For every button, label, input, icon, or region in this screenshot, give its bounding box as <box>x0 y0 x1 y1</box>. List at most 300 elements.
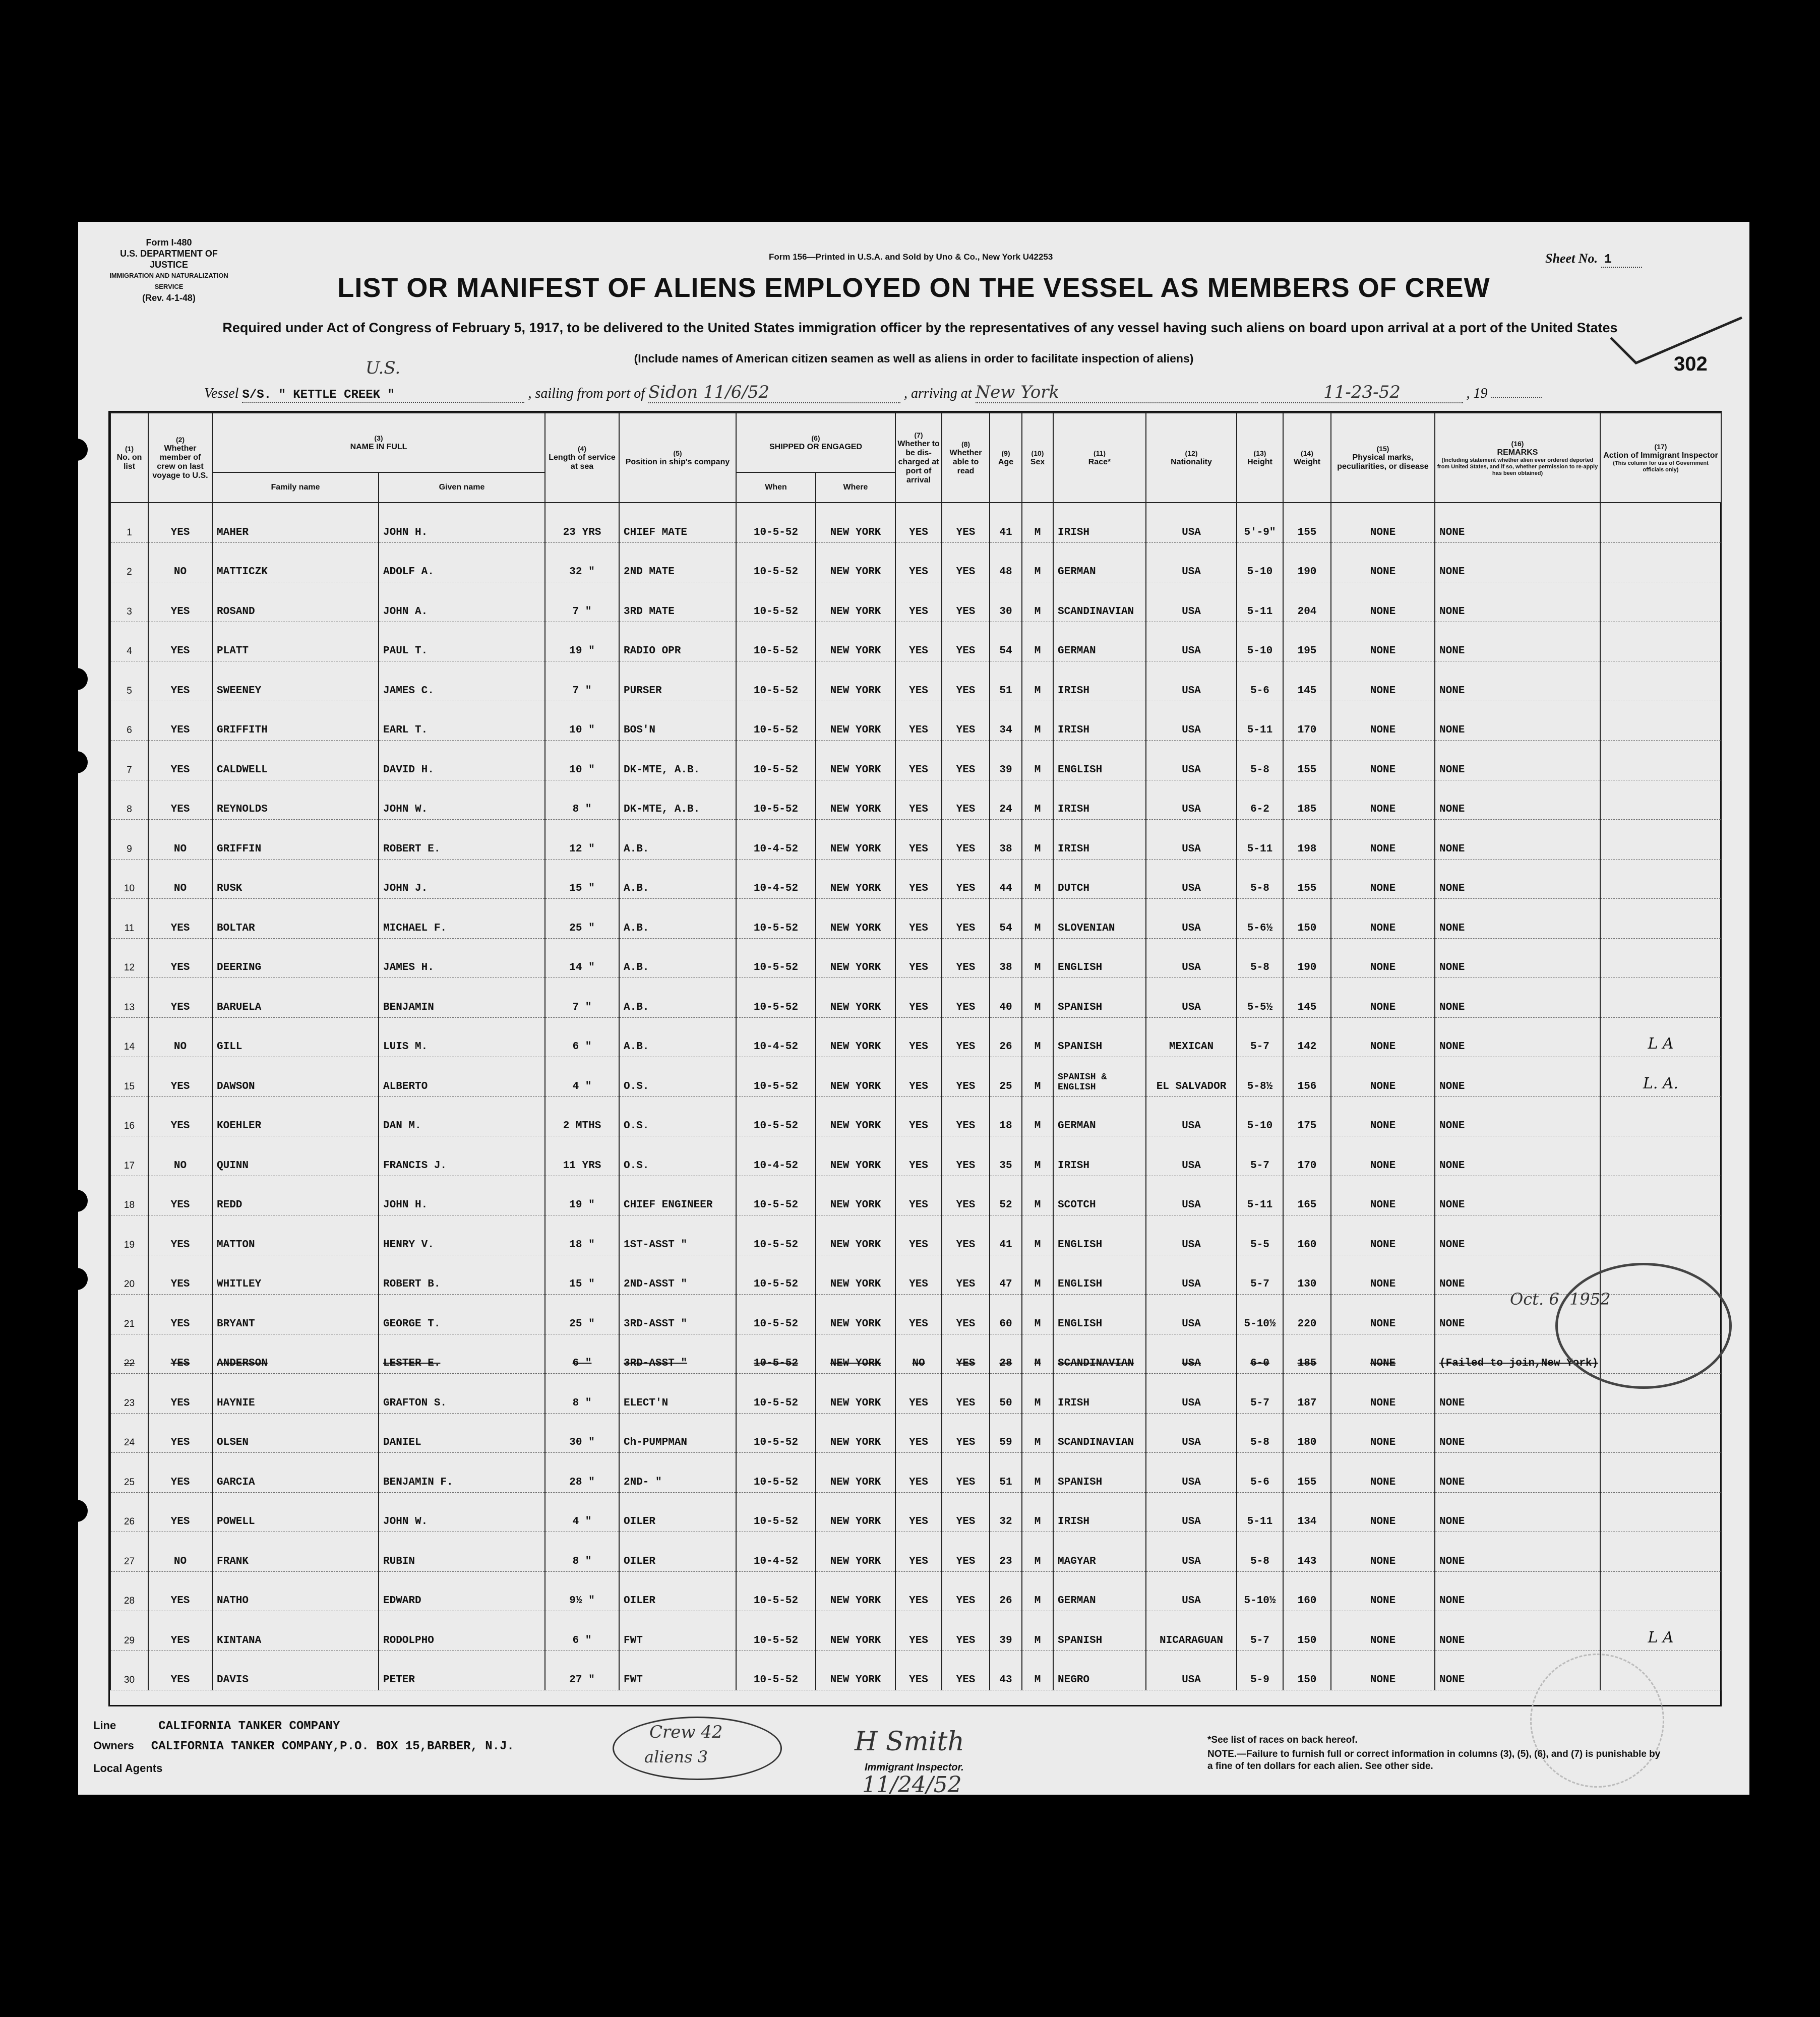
row-race: IRISH <box>1053 1374 1146 1414</box>
row-sex: M <box>1022 1096 1053 1136</box>
row-weight: 175 <box>1283 1096 1331 1136</box>
row-number: 8 <box>110 780 148 820</box>
row-action <box>1600 820 1721 860</box>
row-physical: NONE <box>1331 859 1435 899</box>
row-where: NEW YORK <box>816 1571 895 1611</box>
row-position: PURSER <box>619 661 736 701</box>
form-id-line: IMMIGRATION AND NATURALIZATION SERVICE <box>109 272 228 290</box>
row-family-name: HAYNIE <box>212 1374 379 1414</box>
row-sex: M <box>1022 1532 1053 1572</box>
row-discharged: YES <box>895 820 942 860</box>
row-position: A.B. <box>619 899 736 939</box>
row-crew: YES <box>148 503 212 542</box>
row-where: NEW YORK <box>816 1492 895 1532</box>
printer-note: Form 156—Printed in U.S.A. and Sold by Uno & Co., New York U42253 <box>769 252 1053 262</box>
row-physical: NONE <box>1331 1176 1435 1215</box>
row-age: 23 <box>990 1532 1022 1572</box>
row-weight: 170 <box>1283 1136 1331 1176</box>
row-action <box>1600 1176 1721 1215</box>
row-where: NEW YORK <box>816 780 895 820</box>
col-header-nationality: (12) Nationality <box>1146 413 1237 503</box>
row-given-name: FRANCIS J. <box>379 1136 545 1176</box>
row-age: 52 <box>990 1176 1022 1215</box>
row-physical: NONE <box>1331 741 1435 780</box>
row-family-name: BRYANT <box>212 1295 379 1334</box>
row-position: A.B. <box>619 978 736 1018</box>
row-crew: YES <box>148 1096 212 1136</box>
row-where: NEW YORK <box>816 899 895 939</box>
form-id-line: (Rev. 4-1-48) <box>142 293 196 303</box>
row-where: NEW YORK <box>816 1136 895 1176</box>
row-position: OILER <box>619 1492 736 1532</box>
row-position: O.S. <box>619 1057 736 1097</box>
row-when: 10-4-52 <box>736 1532 816 1572</box>
row-when: 10-5-52 <box>736 1374 816 1414</box>
row-when: 10-5-52 <box>736 978 816 1018</box>
row-age: 59 <box>990 1413 1022 1453</box>
row-family-name: KOEHLER <box>212 1096 379 1136</box>
table-row <box>110 1295 1721 1334</box>
row-service: 27 " <box>545 1651 619 1690</box>
row-position: A.B. <box>619 820 736 860</box>
row-physical: NONE <box>1331 503 1435 542</box>
row-remarks: NONE <box>1435 859 1600 899</box>
row-when: 10-5-52 <box>736 1611 816 1651</box>
row-age: 41 <box>990 1215 1022 1255</box>
row-remarks: NONE <box>1435 1017 1600 1057</box>
row-crew: YES <box>148 582 212 622</box>
row-discharged: YES <box>895 1136 942 1176</box>
row-where: NEW YORK <box>816 1255 895 1295</box>
row-action <box>1600 1453 1721 1493</box>
row-remarks: NONE <box>1435 780 1600 820</box>
row-number: 25 <box>110 1453 148 1493</box>
table-row <box>110 1532 1721 1572</box>
row-remarks: NONE <box>1435 1057 1600 1097</box>
row-physical: NONE <box>1331 820 1435 860</box>
row-age: 30 <box>990 582 1022 622</box>
col-header-shipped: (6) SHIPPED OR ENGAGED <box>736 413 895 472</box>
row-family-name: GRIFFITH <box>212 701 379 741</box>
row-weight: 155 <box>1283 1453 1331 1493</box>
row-nationality: USA <box>1146 741 1237 780</box>
row-nationality: USA <box>1146 820 1237 860</box>
row-race: GERMAN <box>1053 1096 1146 1136</box>
row-position: RADIO OPR <box>619 622 736 661</box>
row-age: 28 <box>990 1334 1022 1374</box>
row-weight: 165 <box>1283 1176 1331 1215</box>
row-height: 5-10 <box>1237 1096 1283 1136</box>
row-sex: M <box>1022 780 1053 820</box>
row-given-name: JOHN A. <box>379 582 545 622</box>
row-family-name: FRANK <box>212 1532 379 1572</box>
row-weight: 155 <box>1283 859 1331 899</box>
row-weight: 190 <box>1283 542 1331 582</box>
row-weight: 150 <box>1283 1651 1331 1690</box>
row-crew: YES <box>148 1255 212 1295</box>
row-given-name: DAN M. <box>379 1096 545 1136</box>
row-physical: NONE <box>1331 661 1435 701</box>
row-crew: YES <box>148 1374 212 1414</box>
row-height: 5-11 <box>1237 701 1283 741</box>
row-age: 54 <box>990 899 1022 939</box>
row-number: 4 <box>110 622 148 661</box>
row-crew: YES <box>148 741 212 780</box>
row-service: 11 YRS <box>545 1136 619 1176</box>
row-where: NEW YORK <box>816 1295 895 1334</box>
row-physical: NONE <box>1331 978 1435 1018</box>
year-label: , 19 <box>1466 386 1488 401</box>
row-physical: NONE <box>1331 1453 1435 1493</box>
row-race: SPANISH <box>1053 1453 1146 1493</box>
row-given-name: BENJAMIN <box>379 978 545 1018</box>
col-header-remarks: (16) REMARKS (Including statement whether alien ever ordered deported from United States, and if so, whether permission to re-apply has been obtained) <box>1435 413 1600 503</box>
row-given-name: JOHN W. <box>379 780 545 820</box>
row-race: ENGLISH <box>1053 1255 1146 1295</box>
row-read: YES <box>942 859 990 899</box>
row-age: 54 <box>990 622 1022 661</box>
row-read: YES <box>942 542 990 582</box>
row-where: NEW YORK <box>816 1176 895 1215</box>
row-given-name: ADOLF A. <box>379 542 545 582</box>
inspector-signature: H Smith <box>855 1727 964 1757</box>
table-row <box>110 780 1721 820</box>
row-given-name: JOHN H. <box>379 1176 545 1215</box>
row-position: 2ND MATE <box>619 542 736 582</box>
row-weight: 187 <box>1283 1374 1331 1414</box>
row-number: 7 <box>110 741 148 780</box>
row-physical: NONE <box>1331 1334 1435 1374</box>
row-remarks: NONE <box>1435 1453 1600 1493</box>
row-number: 3 <box>110 582 148 622</box>
col-header-when: When <box>736 472 816 503</box>
row-given-name: DAVID H. <box>379 741 545 780</box>
row-service: 28 " <box>545 1453 619 1493</box>
table-row <box>110 899 1721 939</box>
row-physical: NONE <box>1331 938 1435 978</box>
row-where: NEW YORK <box>816 1057 895 1097</box>
row-action <box>1600 1136 1721 1176</box>
table-row <box>110 1611 1721 1651</box>
row-nationality: USA <box>1146 1413 1237 1453</box>
row-where: NEW YORK <box>816 820 895 860</box>
row-race: IRISH <box>1053 780 1146 820</box>
row-where: NEW YORK <box>816 542 895 582</box>
table-row <box>110 1453 1721 1493</box>
row-given-name: RODOLPHO <box>379 1611 545 1651</box>
row-position: O.S. <box>619 1136 736 1176</box>
row-family-name: MATTON <box>212 1215 379 1255</box>
row-number: 12 <box>110 938 148 978</box>
row-family-name: GILL <box>212 1017 379 1057</box>
row-number: 15 <box>110 1057 148 1097</box>
oct-date-annotation: Oct. 6, 1952 <box>1510 1290 1611 1309</box>
row-crew: YES <box>148 1057 212 1097</box>
row-service: 15 " <box>545 859 619 899</box>
row-position: FWT <box>619 1611 736 1651</box>
row-nationality: USA <box>1146 1136 1237 1176</box>
row-remarks: NONE <box>1435 1215 1600 1255</box>
row-action <box>1600 661 1721 701</box>
row-race: IRISH <box>1053 820 1146 860</box>
row-race: SCOTCH <box>1053 1176 1146 1215</box>
row-remarks: NONE <box>1435 622 1600 661</box>
arrival-date: 11-23-52 <box>1323 382 1401 402</box>
table-row <box>110 1571 1721 1611</box>
row-race: IRISH <box>1053 661 1146 701</box>
row-age: 43 <box>990 1651 1022 1690</box>
row-read: YES <box>942 1096 990 1136</box>
row-remarks: NONE <box>1435 741 1600 780</box>
row-when: 10-5-52 <box>736 1096 816 1136</box>
row-height: 5-6 <box>1237 1453 1283 1493</box>
row-sex: M <box>1022 1413 1053 1453</box>
row-given-name: LESTER E. <box>379 1334 545 1374</box>
row-number: 11 <box>110 899 148 939</box>
row-read: YES <box>942 582 990 622</box>
col-header-family: Family name <box>212 472 379 503</box>
row-family-name: DEERING <box>212 938 379 978</box>
table-row <box>110 701 1721 741</box>
row-given-name: JOHN W. <box>379 1492 545 1532</box>
row-sex: M <box>1022 503 1053 542</box>
row-given-name: ALBERTO <box>379 1057 545 1097</box>
row-physical: NONE <box>1331 1651 1435 1690</box>
binder-hole <box>66 1268 88 1290</box>
row-physical: NONE <box>1331 622 1435 661</box>
row-height: 5-5 <box>1237 1215 1283 1255</box>
row-sex: M <box>1022 1651 1053 1690</box>
row-number: 22 <box>110 1334 148 1374</box>
row-when: 10-5-52 <box>736 1413 816 1453</box>
sailing-port-field <box>648 382 900 403</box>
row-weight: 155 <box>1283 503 1331 542</box>
row-when: 10-5-52 <box>736 701 816 741</box>
row-action <box>1600 622 1721 661</box>
row-age: 39 <box>990 741 1022 780</box>
row-race: IRISH <box>1053 1136 1146 1176</box>
row-remarks: NONE <box>1435 978 1600 1018</box>
row-family-name: GRIFFIN <box>212 820 379 860</box>
row-age: 40 <box>990 978 1022 1018</box>
table-row <box>110 1215 1721 1255</box>
row-crew: NO <box>148 1136 212 1176</box>
inspector-label: Immigrant Inspector. <box>865 1762 964 1773</box>
row-crew: YES <box>148 978 212 1018</box>
crew-count-oval <box>613 1717 782 1780</box>
row-sex: M <box>1022 859 1053 899</box>
row-discharged: YES <box>895 1571 942 1611</box>
row-nationality: USA <box>1146 1374 1237 1414</box>
row-number: 5 <box>110 661 148 701</box>
row-remarks: NONE <box>1435 1176 1600 1215</box>
row-nationality: USA <box>1146 938 1237 978</box>
row-where: NEW YORK <box>816 622 895 661</box>
row-read: YES <box>942 1017 990 1057</box>
row-crew: YES <box>148 1611 212 1651</box>
row-physical: NONE <box>1331 1255 1435 1295</box>
row-when: 10-5-52 <box>736 938 816 978</box>
row-crew: NO <box>148 859 212 899</box>
row-physical: NONE <box>1331 582 1435 622</box>
row-discharged: YES <box>895 1096 942 1136</box>
row-given-name: RUBIN <box>379 1532 545 1572</box>
row-position: 2ND-ASST " <box>619 1255 736 1295</box>
row-given-name: JOHN H. <box>379 503 545 542</box>
row-height: 5-9 <box>1237 1651 1283 1690</box>
page-number: 302 <box>1674 353 1708 375</box>
row-family-name: NATHO <box>212 1571 379 1611</box>
table-row <box>110 661 1721 701</box>
row-race: SCANDINAVIAN <box>1053 1334 1146 1374</box>
row-physical: NONE <box>1331 1374 1435 1414</box>
row-age: 60 <box>990 1295 1022 1334</box>
table-row <box>110 978 1721 1018</box>
row-family-name: ROSAND <box>212 582 379 622</box>
row-given-name: JAMES H. <box>379 938 545 978</box>
row-given-name: HENRY V. <box>379 1215 545 1255</box>
row-family-name: REDD <box>212 1176 379 1215</box>
row-read: YES <box>942 978 990 1018</box>
row-where: NEW YORK <box>816 1413 895 1453</box>
row-age: 50 <box>990 1374 1022 1414</box>
row-service: 8 " <box>545 1532 619 1572</box>
row-height: 5-6½ <box>1237 899 1283 939</box>
row-sex: M <box>1022 1215 1053 1255</box>
row-when: 10-4-52 <box>736 1136 816 1176</box>
row-discharged: YES <box>895 622 942 661</box>
row-when: 10-5-52 <box>736 1571 816 1611</box>
row-physical: NONE <box>1331 780 1435 820</box>
sheet-number-label: Sheet No. <box>1545 251 1598 266</box>
row-weight: 143 <box>1283 1532 1331 1572</box>
row-given-name: ROBERT B. <box>379 1255 545 1295</box>
row-nationality: USA <box>1146 1571 1237 1611</box>
table-row <box>110 1374 1721 1414</box>
row-discharged: YES <box>895 1611 942 1651</box>
row-sex: M <box>1022 1374 1053 1414</box>
row-read: YES <box>942 1334 990 1374</box>
row-where: NEW YORK <box>816 701 895 741</box>
row-nationality: USA <box>1146 661 1237 701</box>
row-action <box>1600 542 1721 582</box>
row-position: ELECT'N <box>619 1374 736 1414</box>
crew-table-body <box>110 503 1721 1690</box>
vessel-name: S/S. " KETTLE CREEK " <box>242 388 395 402</box>
row-number: 1 <box>110 503 148 542</box>
row-read: YES <box>942 1413 990 1453</box>
footer-line <box>93 1719 340 1733</box>
row-service: 19 " <box>545 1176 619 1215</box>
row-when: 10-4-52 <box>736 1017 816 1057</box>
row-number: 21 <box>110 1295 148 1334</box>
row-service: 9½ " <box>545 1571 619 1611</box>
row-read: YES <box>942 1136 990 1176</box>
row-weight: 145 <box>1283 661 1331 701</box>
row-when: 10-5-52 <box>736 899 816 939</box>
row-sex: M <box>1022 1176 1053 1215</box>
row-number: 18 <box>110 1176 148 1215</box>
row-height: 6-2 <box>1237 780 1283 820</box>
row-sex: M <box>1022 1492 1053 1532</box>
table-row <box>110 1176 1721 1215</box>
row-position: OILER <box>619 1571 736 1611</box>
col-header-action: (17) Action of Immigrant Inspector (This column for use of Government officials only) <box>1600 413 1721 503</box>
row-sex: M <box>1022 1136 1053 1176</box>
row-race: ENGLISH <box>1053 938 1146 978</box>
row-given-name: JAMES C. <box>379 661 545 701</box>
row-remarks: NONE <box>1435 1136 1600 1176</box>
row-physical: NONE <box>1331 1096 1435 1136</box>
row-family-name: MAHER <box>212 503 379 542</box>
row-weight: 150 <box>1283 1611 1331 1651</box>
row-service: 12 " <box>545 820 619 860</box>
col-header-age: (9) Age <box>990 413 1022 503</box>
row-number: 26 <box>110 1492 148 1532</box>
row-height: 5-10 <box>1237 622 1283 661</box>
row-read: YES <box>942 1295 990 1334</box>
penalty-note: NOTE.—Failure to furnish full or correct information in columns (3), (5), (6), and (7) is punishable by a fine of ten dollars for each alien. See other side. <box>1207 1749 1661 1771</box>
row-discharged: YES <box>895 1453 942 1493</box>
row-service: 7 " <box>545 661 619 701</box>
row-service: 7 " <box>545 582 619 622</box>
row-sex: M <box>1022 1295 1053 1334</box>
row-race: SPANISH <box>1053 1611 1146 1651</box>
row-crew: YES <box>148 1651 212 1690</box>
row-physical: NONE <box>1331 1136 1435 1176</box>
row-given-name: BENJAMIN F. <box>379 1453 545 1493</box>
table-row <box>110 938 1721 978</box>
row-sex: M <box>1022 1334 1053 1374</box>
row-read: YES <box>942 701 990 741</box>
row-weight: 170 <box>1283 701 1331 741</box>
row-where: NEW YORK <box>816 1453 895 1493</box>
row-remarks: NONE <box>1435 899 1600 939</box>
col-header-position: (5) Position in ship's company <box>619 413 736 503</box>
table-row <box>110 1057 1721 1097</box>
form-id-line: Form I-480 <box>146 237 192 248</box>
col-header-given: Given name <box>379 472 545 503</box>
row-race: SCANDINAVIAN <box>1053 1413 1146 1453</box>
row-discharged: YES <box>895 938 942 978</box>
table-row <box>110 1492 1721 1532</box>
row-weight: 198 <box>1283 820 1331 860</box>
row-crew: YES <box>148 622 212 661</box>
row-race: MAGYAR <box>1053 1532 1146 1572</box>
row-family-name: DAWSON <box>212 1057 379 1097</box>
row-service: 2 MTHS <box>545 1096 619 1136</box>
row-age: 24 <box>990 780 1022 820</box>
row-action <box>1600 1215 1721 1255</box>
row-number: 13 <box>110 978 148 1018</box>
row-number: 6 <box>110 701 148 741</box>
row-service: 32 " <box>545 542 619 582</box>
row-discharged: YES <box>895 1295 942 1334</box>
row-when: 10-4-52 <box>736 859 816 899</box>
row-crew: YES <box>148 1571 212 1611</box>
row-read: YES <box>942 1492 990 1532</box>
row-where: NEW YORK <box>816 1374 895 1414</box>
row-when: 10-5-52 <box>736 741 816 780</box>
row-nationality: USA <box>1146 780 1237 820</box>
row-height: 5-8 <box>1237 741 1283 780</box>
row-sex: M <box>1022 542 1053 582</box>
row-age: 44 <box>990 859 1022 899</box>
row-height: 5-10½ <box>1237 1295 1283 1334</box>
row-family-name: SWEENEY <box>212 661 379 701</box>
row-when: 10-5-52 <box>736 1334 816 1374</box>
aliens-count: aliens 3 <box>644 1747 708 1766</box>
